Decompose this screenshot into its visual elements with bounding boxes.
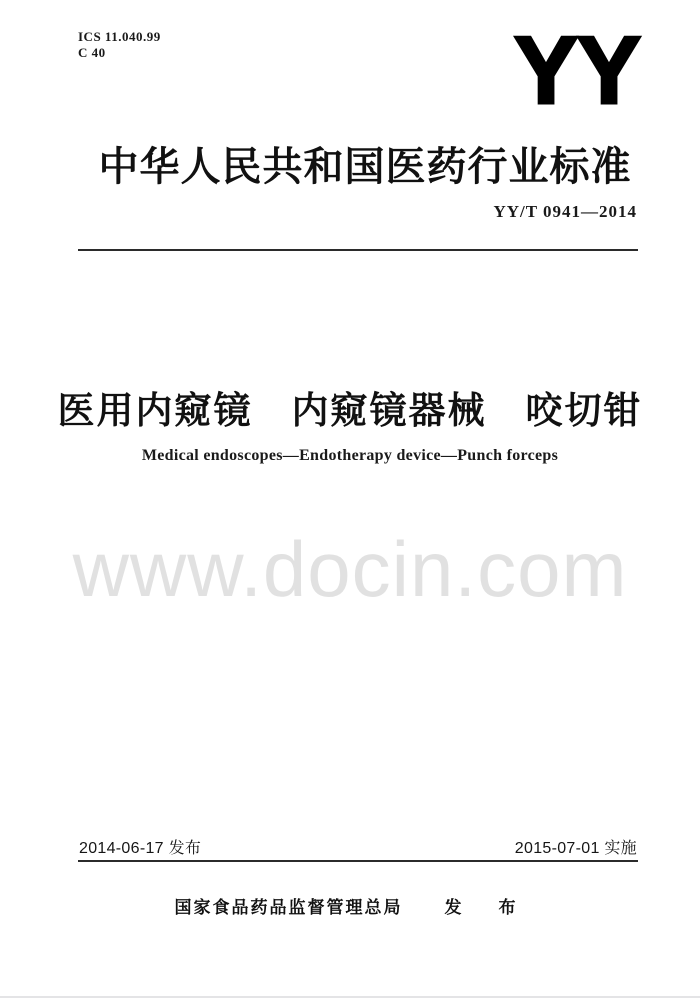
document-title-zh: 医用内窥镜 内窥镜器械 咬切钳 xyxy=(57,390,643,431)
implementation-date: 2015-07-01 实施 xyxy=(514,840,637,857)
ics-classification-block xyxy=(78,29,161,61)
bottom-divider-rule xyxy=(78,860,638,862)
standard-number: YY/T 0941—2014 xyxy=(493,202,637,221)
yy-standard-logo: YY xyxy=(513,17,640,124)
ics-code: ICS 11.040.99 xyxy=(78,29,161,44)
publisher-name: 国家食品药品监督管理总局 xyxy=(174,898,403,917)
publisher-row xyxy=(0,893,700,918)
document-title-en: Medical endoscopes—Endotherapy device—Punch forceps xyxy=(141,447,559,464)
top-divider-rule xyxy=(78,249,638,251)
class-code: C 40 xyxy=(78,45,106,60)
docin-watermark: www.docin.com xyxy=(72,525,628,613)
dates-row xyxy=(79,835,637,858)
standard-category-title: 中华人民共和国医药行业标准 xyxy=(98,145,632,189)
publish-label: 发 布 xyxy=(444,898,526,917)
issue-date: 2014-06-17 发布 xyxy=(79,840,202,857)
